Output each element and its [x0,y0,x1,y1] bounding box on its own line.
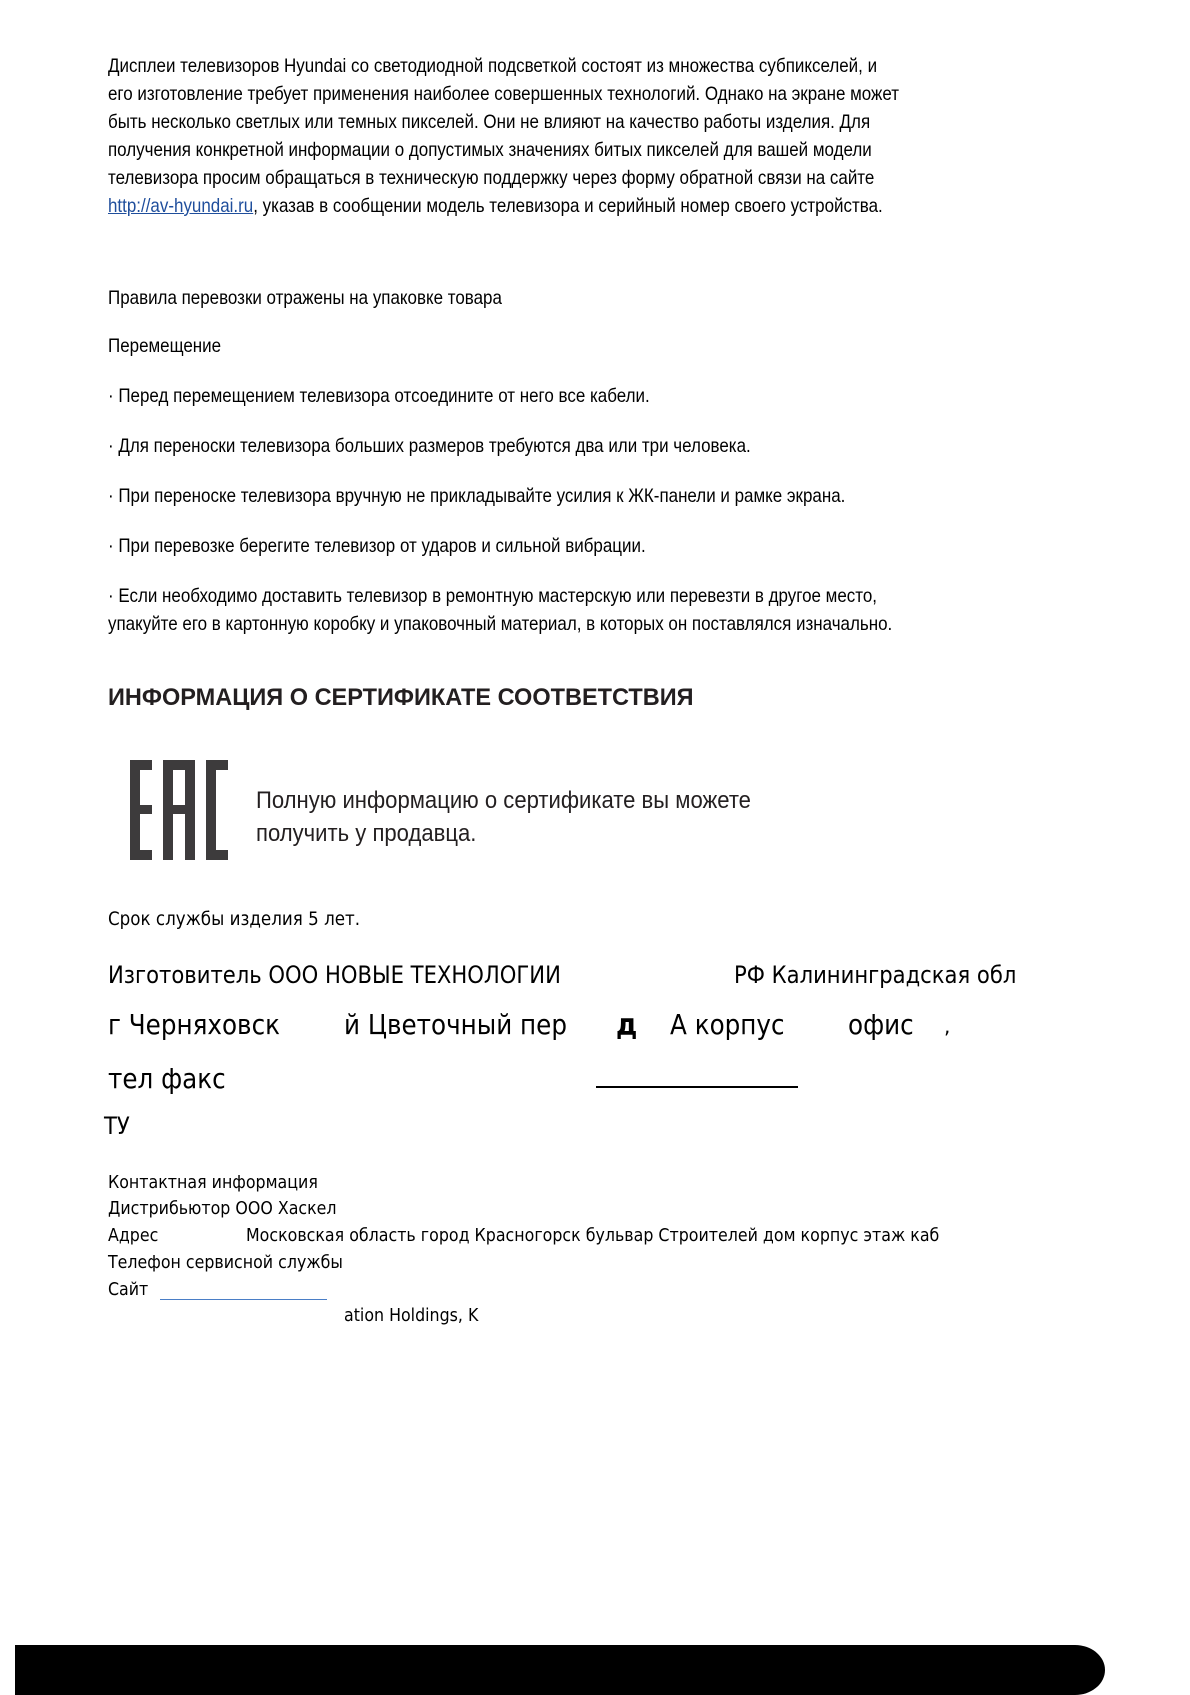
manufacturer-tu: ТУ [104,1112,130,1140]
transport-bullet-1: · Перед перемещением телевизора отсоедините от него все кабели. [108,385,650,407]
support-site-link[interactable]: http://av-hyundai.ru [108,195,254,217]
intro-line-2: его изготовление требует применения наиболее совершенных технологий. Однако на экране может [108,83,900,105]
manufacturer-house: д [616,1008,638,1043]
manufacturer-phone-fax: тел факс [108,1062,226,1095]
contact-address-label: Адрес [108,1225,159,1246]
intro-line-3: быть несколько светлых или темных пикселей. Они не влияют на качество работы изделия. Для [108,111,871,133]
manufacturer-building: А корпус [670,1008,785,1041]
transport-bullet-2: · Для переноски телевизора больших размеров требуются два или три человека. [108,435,751,457]
manufacturer-region: РФ Калининградская обл [734,961,1017,989]
transport-rules: Правила перевозки отражены на упаковке товара [108,287,502,309]
contact-distributor: Дистрибьютор ООО Хаскел [108,1198,337,1219]
certificate-text-line-2: получить у продавца. [256,820,477,847]
manufacturer-comma: , [944,1014,951,1038]
transport-bullet-3: · При переноске телевизора вручную не прикладывайте усилия к ЖК-панели и рамке экрана. [108,485,846,507]
contact-holdings: ation Holdings, K [344,1305,479,1326]
transport-bullet-4: · При перевозке берегите телевизор от ударов и сильной вибрации. [108,535,646,557]
service-life: Срок службы изделия 5 лет. [108,908,361,930]
phone-fax-underline [596,1086,798,1088]
manufacturer-street: й Цветочный пер [344,1008,567,1041]
manufacturer-city: г Черняховск [108,1008,281,1041]
contact-phone: Телефон сервисной службы [108,1252,343,1273]
contact-address-value: Московская область город Красногорск бульвар Строителей дом корпус этаж каб [246,1225,940,1246]
intro-line-4: получения конкретной информации о допустимых значениях битых пикселей для вашей модели [108,139,872,161]
intro-line-6-rest: , указав в сообщении модель телевизора и серийный номер своего устройства. [253,195,883,217]
intro-line-5: телевизора просим обращаться в техническую поддержку через форму обратной связи на сайте [108,167,875,189]
transport-subheading: Перемещение [108,335,222,357]
certificate-text-line-1: Полную информацию о сертификате вы можете [256,787,751,814]
intro-line-6 [108,195,883,218]
footer-bar [15,1645,1105,1695]
transport-bullet-5: · Если необходимо доставить телевизор в ремонтную мастерскую или перевезти в другое место, [108,585,877,607]
certificate-heading: ИНФОРМАЦИЯ О СЕРТИФИКАТЕ СООТВЕТСТВИЯ [108,684,694,711]
manufacturer-name: Изготовитель ООО НОВЫЕ ТЕХНОЛОГИИ [108,961,561,989]
contact-site-label: Сайт [108,1279,149,1300]
eac-logo-icon [130,760,230,860]
contact-title: Контактная информация [108,1172,318,1193]
intro-line-1: Дисплеи телевизоров Hyundai со светодиодной подсветкой состоят из множества субпикселей, и [108,55,878,77]
transport-bullet-5-cont: упакуйте его в картонную коробку и упаковочный материал, в которых он поставлялся изначально. [108,613,893,635]
site-link-underline[interactable] [160,1299,327,1300]
manufacturer-office: офис [848,1008,914,1041]
